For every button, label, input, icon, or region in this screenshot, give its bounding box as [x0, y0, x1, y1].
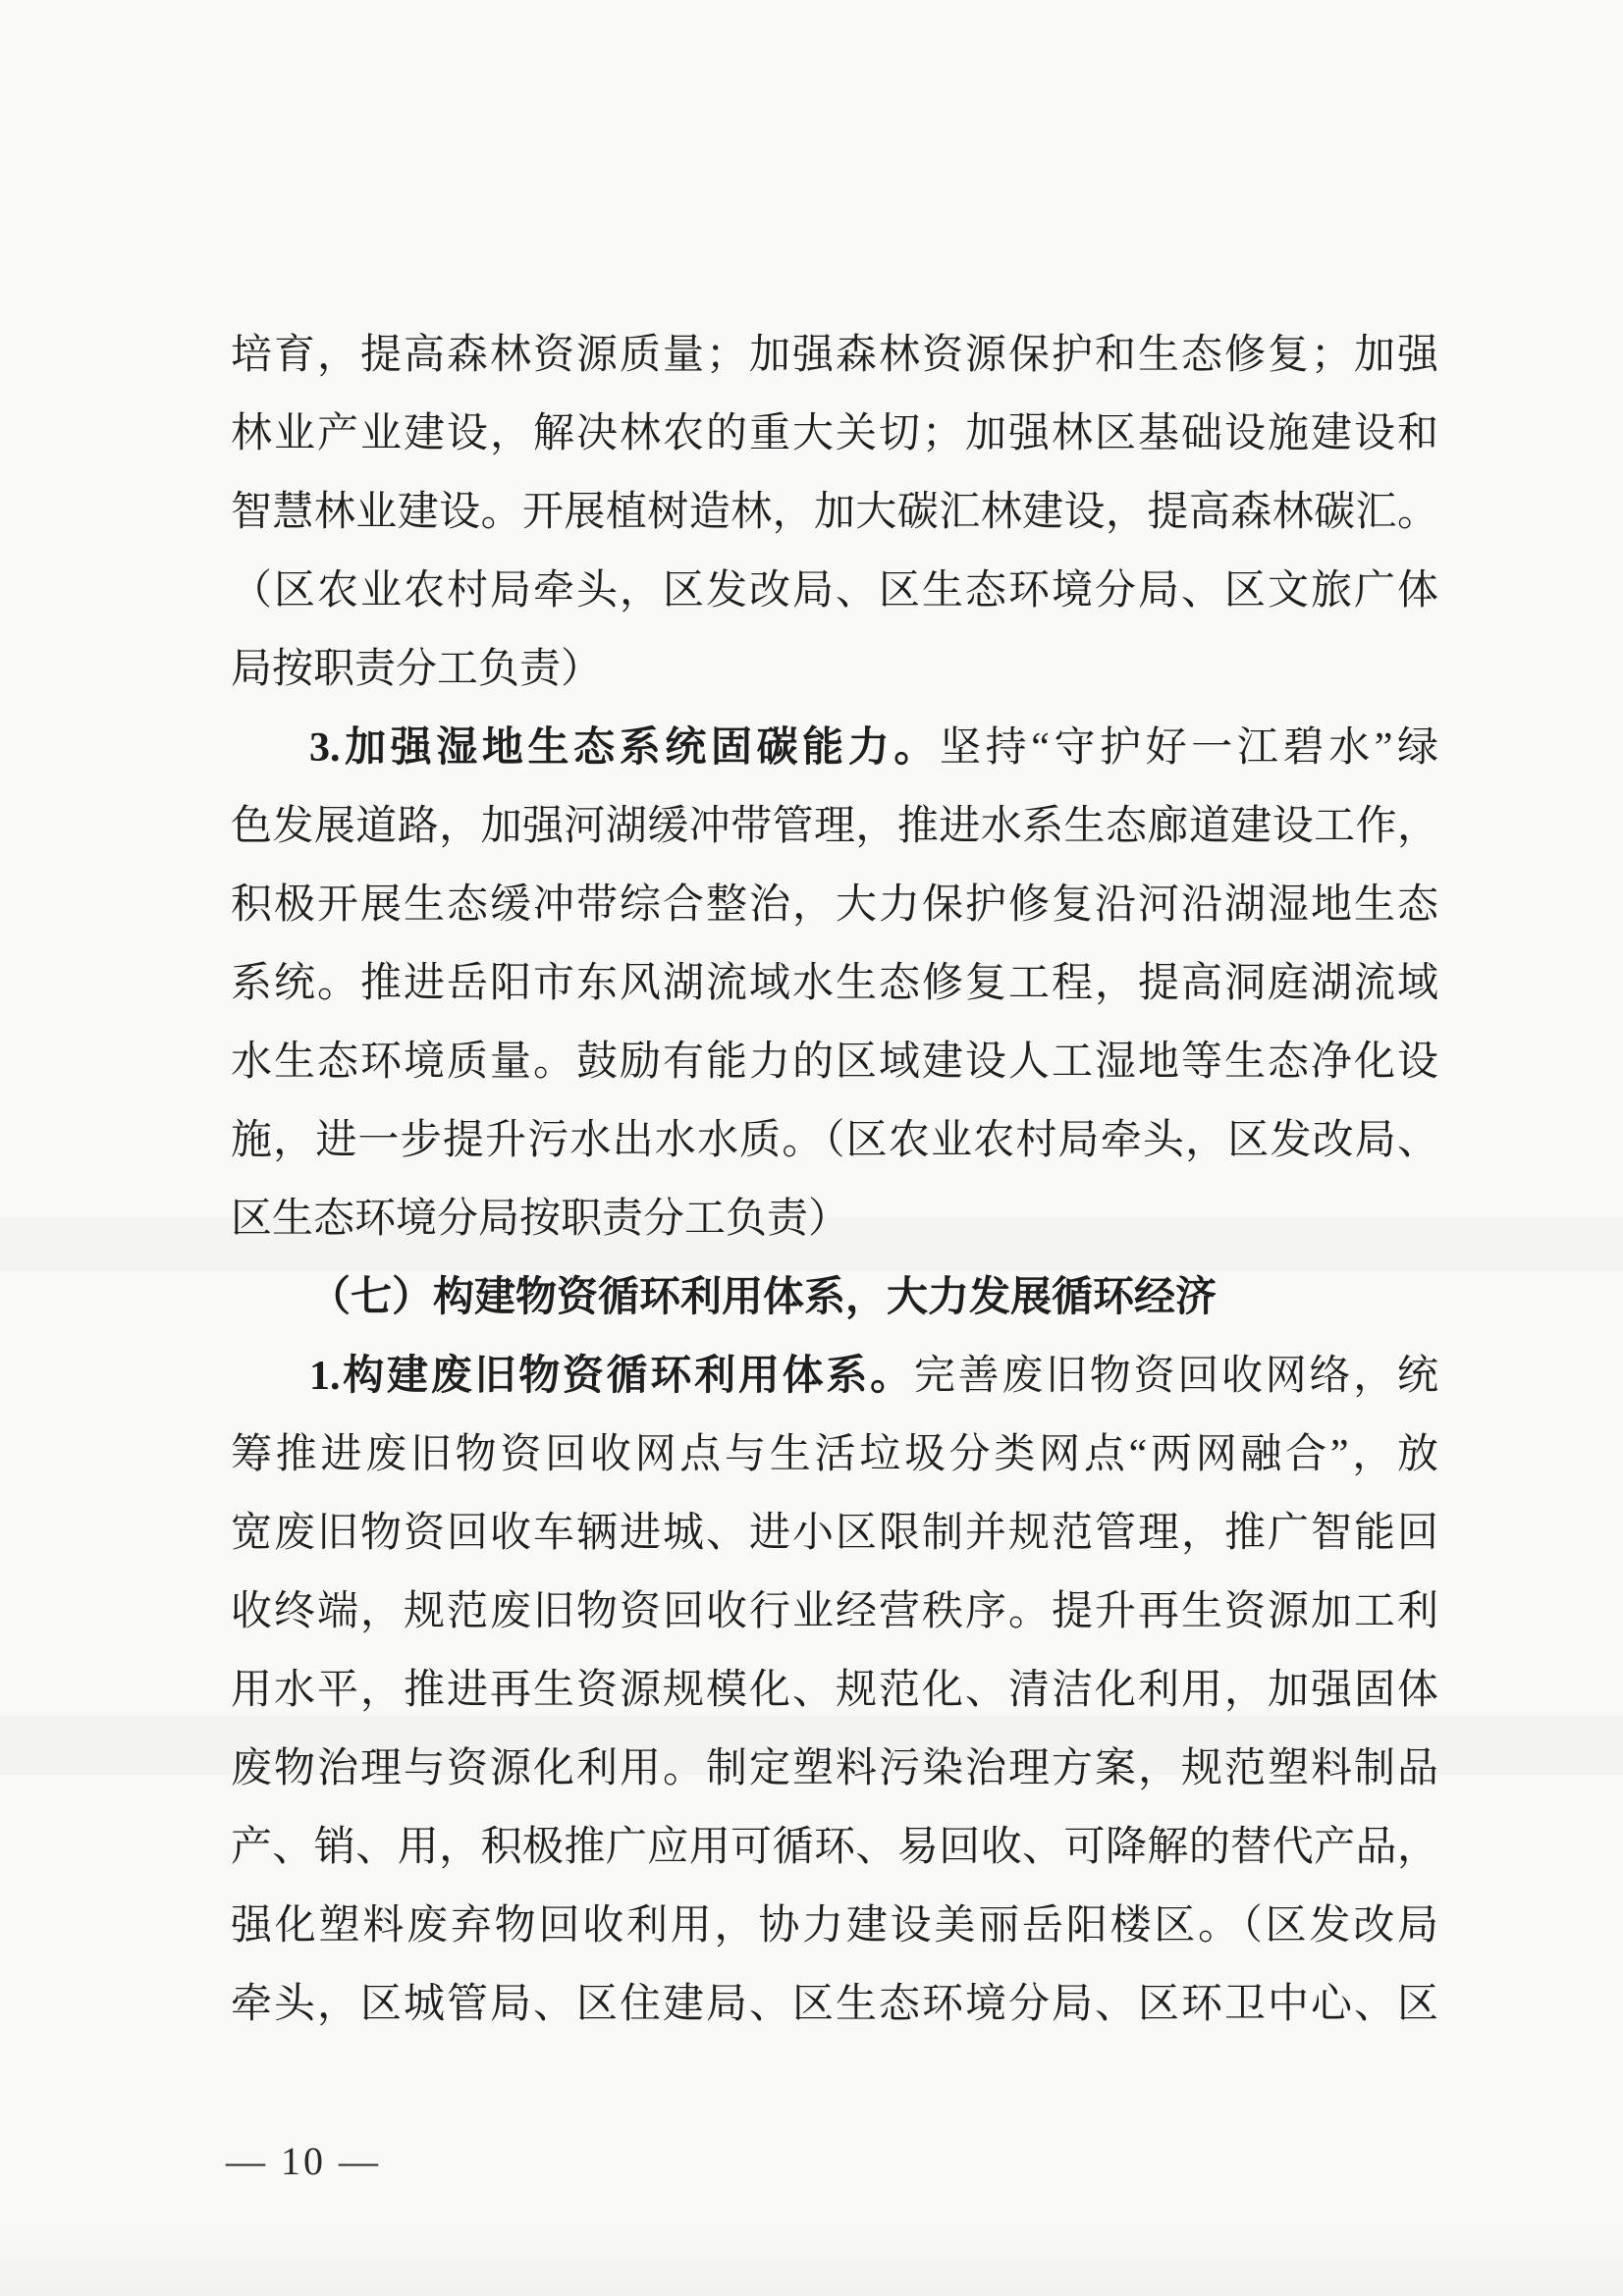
body-text-run: 积极开展生态缓冲带综合整治，大力保护修复沿河沿湖湿地生态 — [231, 882, 1438, 928]
text-line — [231, 1808, 1438, 1887]
lead-in-text: 3.加强湿地生态系统固碳能力。 — [309, 725, 941, 771]
paragraph-waste-recycling — [231, 1337, 1438, 2044]
text-line — [231, 866, 1438, 944]
text-line — [231, 787, 1438, 866]
body-text-run: 色发展道路，加强河湖缓冲带管理，推进水系生态廊道建设工作， — [231, 804, 1438, 849]
text-line — [231, 1730, 1438, 1808]
text-line — [231, 1180, 1438, 1258]
body-text-run: 强化塑料废弃物回收利用，协力建设美丽岳阳楼区。（区发改局 — [231, 1903, 1438, 1949]
text-line — [231, 1651, 1438, 1730]
text-line — [231, 944, 1438, 1023]
paragraph-section-7-heading — [231, 1258, 1438, 1337]
scan-artifact-band — [0, 2227, 1623, 2296]
text-line — [231, 1101, 1438, 1180]
page-number: — 10 — — [226, 2139, 381, 2183]
text-line — [231, 630, 1438, 709]
body-text-run: 坚持“守护好一江碧水”绿 — [940, 725, 1438, 771]
body-text-run: 产、销、用，积极推广应用可循环、易回收、可降解的替代产品， — [231, 1825, 1438, 1870]
text-line — [231, 316, 1438, 395]
text-line — [231, 1965, 1438, 2044]
body-text-run: 筹推进废旧物资回收网点与生活垃圾分类网点“两网融合”，放 — [231, 1432, 1438, 1477]
body-text-run: 废物治理与资源化利用。制定塑料污染治理方案，规范塑料制品 — [231, 1746, 1438, 1791]
body-text-run: 收终端，规范废旧物资回收行业经营秩序。提升再生资源加工利 — [231, 1589, 1438, 1634]
body-text-run: 用水平，推进再生资源规模化、规范化、清洁化利用，加强固体 — [231, 1668, 1438, 1713]
body-text-run: 牵头，区城管局、区住建局、区生态环境分局、区环卫中心、区 — [231, 1982, 1438, 2027]
body-text-run: 宽废旧物资回收车辆进城、进小区限制并规范管理，推广智能回 — [231, 1511, 1438, 1556]
text-line — [231, 1023, 1438, 1101]
body-text-run: 系统。推进岳阳市东风湖流域水生态修复工程，提高洞庭湖流域 — [231, 961, 1438, 1006]
page-footer — [226, 2138, 381, 2185]
body-text-run: 局按职责分工负责） — [231, 647, 603, 692]
text-line — [231, 473, 1438, 552]
text-line — [231, 552, 1438, 630]
lead-in-text: 1.构建废旧物资循环利用体系。 — [309, 1354, 914, 1399]
text-line — [231, 709, 1438, 787]
paragraph-wetland-carbon — [231, 709, 1438, 1258]
paragraph-forest-carbon-continued — [231, 316, 1438, 709]
text-line — [231, 1494, 1438, 1573]
text-line — [231, 395, 1438, 473]
lead-in-text: （七）构建物资循环利用体系，大力发展循环经济 — [309, 1275, 1217, 1320]
text-line — [231, 1887, 1438, 1965]
body-text-run: 完善废旧物资回收网络，统 — [913, 1354, 1438, 1399]
body-text-run: （区农业农村局牵头，区发改局、区生态环境分局、区文旅广体 — [231, 568, 1438, 614]
text-line — [231, 1337, 1438, 1415]
body-text-run: 水生态环境质量。鼓励有能力的区域建设人工湿地等生态净化设 — [231, 1040, 1438, 1085]
body-text-run: 林业产业建设，解决林农的重大关切；加强林区基础设施建设和 — [231, 411, 1438, 456]
body-text-run: 区生态环境分局按职责分工负责） — [231, 1197, 850, 1242]
text-line — [231, 1415, 1438, 1494]
body-text-run: 施，进一步提升污水出水水质。（区农业农村局牵头，区发改局、 — [231, 1118, 1438, 1163]
text-line — [231, 1573, 1438, 1651]
document-body — [231, 316, 1438, 2044]
text-line — [231, 1258, 1438, 1337]
body-text-run: 智慧林业建设。开展植树造林，加大碳汇林建设，提高森林碳汇。 — [231, 490, 1438, 535]
body-text-run: 培育，提高森林资源质量；加强森林资源保护和生态修复；加强 — [231, 333, 1438, 378]
